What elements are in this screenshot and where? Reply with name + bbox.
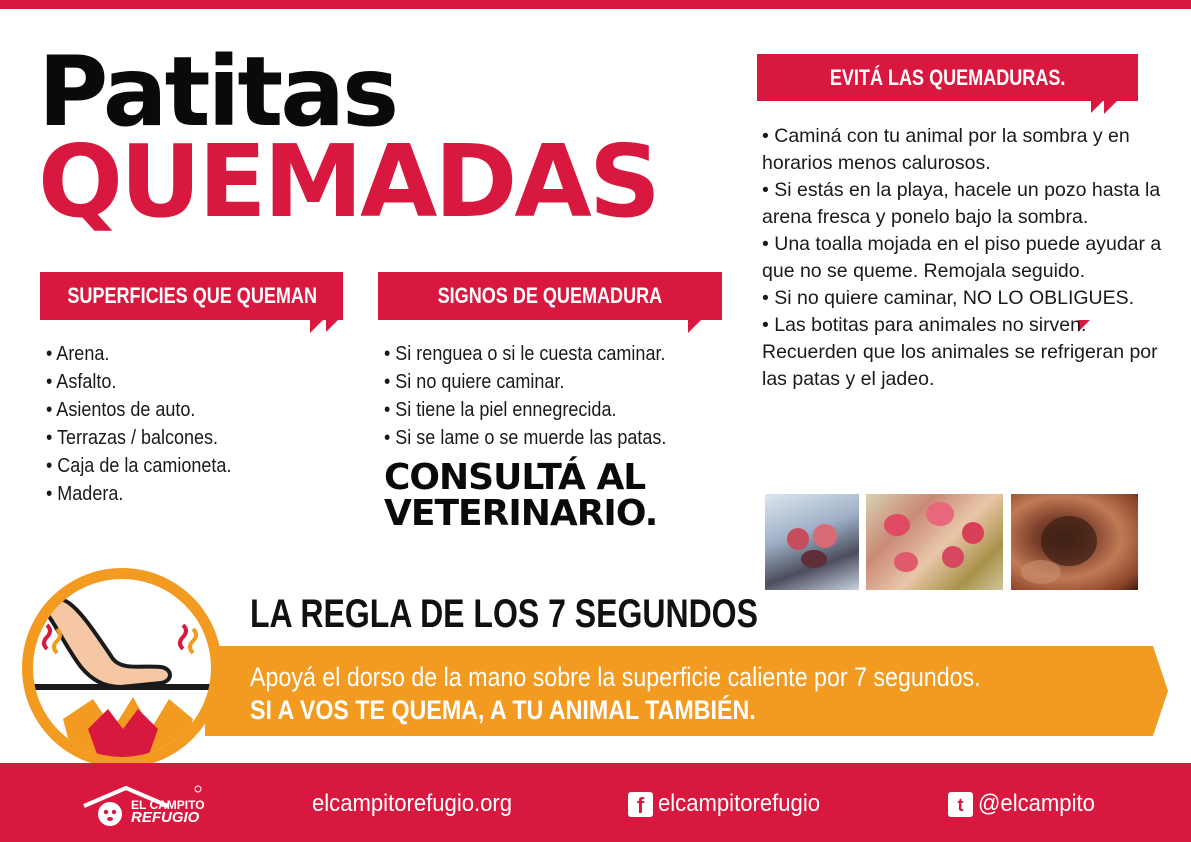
signs-tag-tail <box>688 319 702 333</box>
hand-on-hot-surface-icon <box>33 579 211 757</box>
website-link[interactable]: elcampitorefugio.org <box>312 790 513 817</box>
consult-vet-callout <box>384 457 658 534</box>
list-item: • Madera. <box>46 483 124 505</box>
rule-illustration <box>33 579 211 757</box>
consult-line-1: CONSULTÁ AL <box>384 457 646 498</box>
logo-text-line-1: EL CAMPITO <box>131 798 205 812</box>
list-item: • Si estás en la playa, hacele un pozo hasta la arena fresca y ponelo bajo la sombra. <box>762 179 1161 228</box>
list-item: • Asientos de auto. <box>46 399 196 421</box>
list-item: • Si renguea o si le cuesta caminar. <box>384 343 666 365</box>
burned-paws-photo-1 <box>765 494 859 590</box>
rule-warning: SI A VOS TE QUEMA, A TU ANIMAL TAMBIÉN. <box>250 695 756 725</box>
list-item: • Si no quiere caminar, NO LO OBLIGUES. <box>762 287 1135 309</box>
avoid-heading: EVITÁ LAS QUEMADURAS. <box>829 65 1066 90</box>
signs-heading-tag <box>378 272 722 320</box>
rule-title: LA REGLA DE LOS 7 SEGUNDOS <box>250 592 758 636</box>
burned-paws-photo-2 <box>866 494 1003 590</box>
list-item: • Si tiene la piel ennegrecida. <box>384 399 617 421</box>
title-quemadas: QUEMADAS <box>38 123 658 240</box>
list-item: • Si se lame o se muerde las patas. <box>384 427 667 449</box>
facebook-link[interactable]: elcampitorefugio <box>658 790 821 817</box>
avoid-heading-tag <box>757 54 1138 101</box>
signs-list <box>384 340 698 452</box>
list-item: • Terrazas / balcones. <box>46 427 219 449</box>
logo-text-line-2: REFUGIO <box>131 809 200 826</box>
facebook-icon[interactable]: f <box>628 792 653 817</box>
list-item: • Caja de la camioneta. <box>46 455 232 477</box>
twitter-icon[interactable]: t <box>948 792 973 817</box>
avoid-tag-tail <box>1104 100 1118 114</box>
list-item: • Si no quiere caminar. <box>384 371 565 393</box>
list-item: • Arena. <box>46 343 110 365</box>
list-item: • Asfalto. <box>46 371 117 393</box>
rule-text: Apoyá el dorso de la mano sobre la superficie caliente por 7 segundos. <box>250 662 981 692</box>
surfaces-tag-tail <box>310 319 324 333</box>
twitter-link[interactable]: @elcampito <box>978 790 1095 817</box>
signs-heading: SIGNOS DE QUEMADURA <box>437 283 663 308</box>
title-patitas: Patitas <box>38 36 397 148</box>
surfaces-heading-tag <box>40 272 343 320</box>
list-item: • Una toalla mojada en el piso puede ayudar a que no se queme. Remojala seguido. <box>762 233 1162 282</box>
avoid-list <box>762 123 1182 393</box>
list-item: • Las botitas para animales no sirven. Recuerden que los animales se refrigeran por las patas y el jadeo. <box>762 314 1158 390</box>
list-item: • Caminá con tu animal por la sombra y en horarios menos calurosos. <box>762 125 1130 174</box>
surfaces-list <box>46 340 252 508</box>
top-accent-bar <box>0 0 1191 9</box>
consult-line-2: VETERINARIO. <box>384 493 658 534</box>
surfaces-heading: SUPERFICIES QUE QUEMAN <box>67 283 317 308</box>
burned-paw-photo-3 <box>1011 494 1138 590</box>
